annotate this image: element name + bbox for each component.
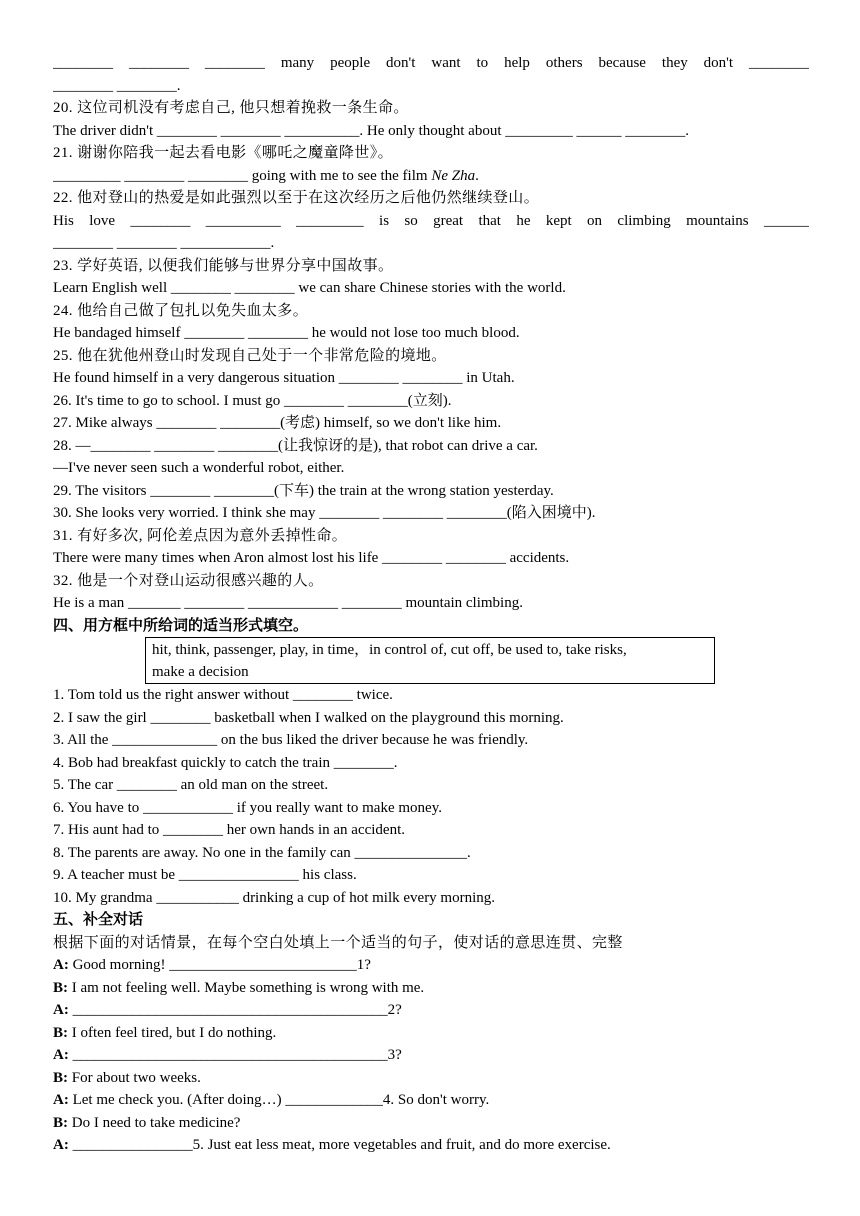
worksheet-page <box>53 52 809 1157</box>
s4-q8: 8. The parents are away. No one in the family can _______________. <box>53 844 471 861</box>
q26: 26. It's time to go to school. I must go ________ ________(立刻). <box>53 392 452 409</box>
speaker: A: <box>53 957 69 973</box>
q21-chinese: 21. 谢谢你陪我一起去看电影《哪吒之魔童降世》。 <box>53 145 394 161</box>
q27: 27. Mike always ________ ________(考虑) himself, so we don't like him. <box>53 415 502 431</box>
dialogue-line <box>53 1089 809 1112</box>
dialogue-line <box>53 954 809 977</box>
dialogue-line <box>53 999 809 1022</box>
speaker: B: <box>53 1114 68 1131</box>
section-4-heading: 四、用方框中所给词的适当形式填空。 <box>53 617 309 634</box>
q22-chinese: 22. 他对登山的热爱是如此强烈以至于在这次经历之后他仍然继续登山。 <box>53 190 540 206</box>
q32-chinese: 32. 他是一个对登山运动很感兴趣的人。 <box>53 572 324 589</box>
utterance: For about two weeks. <box>68 1069 201 1086</box>
q23-chinese: 23. 学好英语, 以便我们能够与世界分享中国故事。 <box>53 257 394 274</box>
speaker: B: <box>53 979 68 996</box>
film-title: Ne Zha <box>431 167 476 184</box>
q19-line-2: ________ ________. <box>53 77 181 94</box>
q28-reply: —I've never seen such a wonderful robot, either. <box>53 460 345 476</box>
s4-q9: 9. A teacher must be ________________ his class. <box>53 867 357 883</box>
q28: 28. —________ ________ ________(让我惊讶的是), that robot can drive a car. <box>53 437 538 454</box>
utterance: __________________________________________3? <box>68 1047 402 1063</box>
q21-period: . <box>475 167 479 184</box>
word-box-line-1: hit, think, passenger, play, in time，in control of, cut off, be used to, take risks, <box>152 642 627 658</box>
q22-english-2: ________ ________ ____________. <box>53 235 275 251</box>
q31-chinese: 31. 有好多次, 阿伦差点因为意外丢掉性命。 <box>53 527 348 544</box>
q21-english <box>53 165 809 188</box>
section-5-heading: 五、补全对话 <box>53 912 144 928</box>
q30: 30. She looks very worried. I think she may ________ ________ ________(陷入困境中). <box>53 505 596 521</box>
s4-q5: 5. The car ________ an old man on the street. <box>53 777 329 793</box>
q25-english: He found himself in a very dangerous situation ________ ________ in Utah. <box>53 370 515 386</box>
dialogue-line <box>53 1022 809 1045</box>
s4-q3: 3. All the ______________ on the bus liked the driver because he was friendly. <box>53 732 529 748</box>
section-5-instruction: 根据下面的对话情景，在每个空白处填上一个适当的句子，使对话的意思连贯、完整 <box>53 934 623 951</box>
q22-english-1: His love ________ __________ _________ is so great that he kept on climbing mountains ______ <box>53 212 809 229</box>
dialogue-line <box>53 977 809 1000</box>
s4-q10: 10. My grandma ___________ drinking a cup of hot milk every morning. <box>53 889 496 906</box>
dialogue-line <box>53 1134 809 1157</box>
s4-q2: 2. I saw the girl ________ basketball when I walked on the playground this morning. <box>53 709 564 726</box>
q29: 29. The visitors ________ ________(下车) the train at the wrong station yesterday. <box>53 482 554 499</box>
q31-english: There were many times when Aron almost lost his life ________ ________ accidents. <box>53 550 570 566</box>
q24-chinese: 24. 他给自己做了包扎以免失血太多。 <box>53 302 309 319</box>
dialogue-line <box>53 1112 809 1135</box>
utterance: I often feel tired, but I do nothing. <box>68 1024 277 1041</box>
speaker: B: <box>53 1069 68 1086</box>
s4-q1: 1. Tom told us the right answer without ________ twice. <box>53 687 393 703</box>
utterance: ________________5. Just eat less meat, more vegetables and fruit, and do more exercise. <box>68 1137 611 1153</box>
q20-english: The driver didn't ________ ________ __________. He only thought about _________ ______ ________. <box>53 122 689 139</box>
utterance: Good morning! _________________________1? <box>68 957 371 973</box>
speaker: A: <box>53 1047 69 1063</box>
q21-english-text: _________ ________ ________ going with me to see the film <box>53 167 432 184</box>
s4-q7: 7. His aunt had to ________ her own hands in an accident. <box>53 822 406 838</box>
q32-english: He is a man _______ ________ ____________ ________ mountain climbing. <box>53 595 523 611</box>
speaker: A: <box>53 1137 69 1153</box>
s4-q6: 6. You have to ____________ if you really want to make money. <box>53 799 442 816</box>
dialogue-line <box>53 1044 809 1067</box>
word-box <box>145 637 715 684</box>
q24-english: He bandaged himself ________ ________ he would not lose too much blood. <box>53 325 520 341</box>
utterance: I am not feeling well. Maybe something is wrong with me. <box>68 979 425 996</box>
utterance: __________________________________________2? <box>68 1002 402 1018</box>
q20-chinese: 20. 这位司机没有考虑自己, 他只想着挽救一条生命。 <box>53 100 409 116</box>
utterance: Do I need to take medicine? <box>68 1114 241 1131</box>
word-box-line-2: make a decision <box>152 664 249 680</box>
utterance: Let me check you. (After doing…) _____________4. So don't worry. <box>68 1092 490 1108</box>
q19-line-1: ________ ________ ________ many people don't want to help others because they don't ________ <box>53 55 809 71</box>
q23-english: Learn English well ________ ________ we can share Chinese stories with the world. <box>53 280 566 296</box>
dialogue-line <box>53 1067 809 1090</box>
speaker: A: <box>53 1092 69 1108</box>
speaker: B: <box>53 1024 68 1041</box>
s4-q4: 4. Bob had breakfast quickly to catch the train ________. <box>53 754 398 771</box>
speaker: A: <box>53 1002 69 1018</box>
q25-chinese: 25. 他在犹他州登山时发现自己处于一个非常危险的境地。 <box>53 347 447 364</box>
